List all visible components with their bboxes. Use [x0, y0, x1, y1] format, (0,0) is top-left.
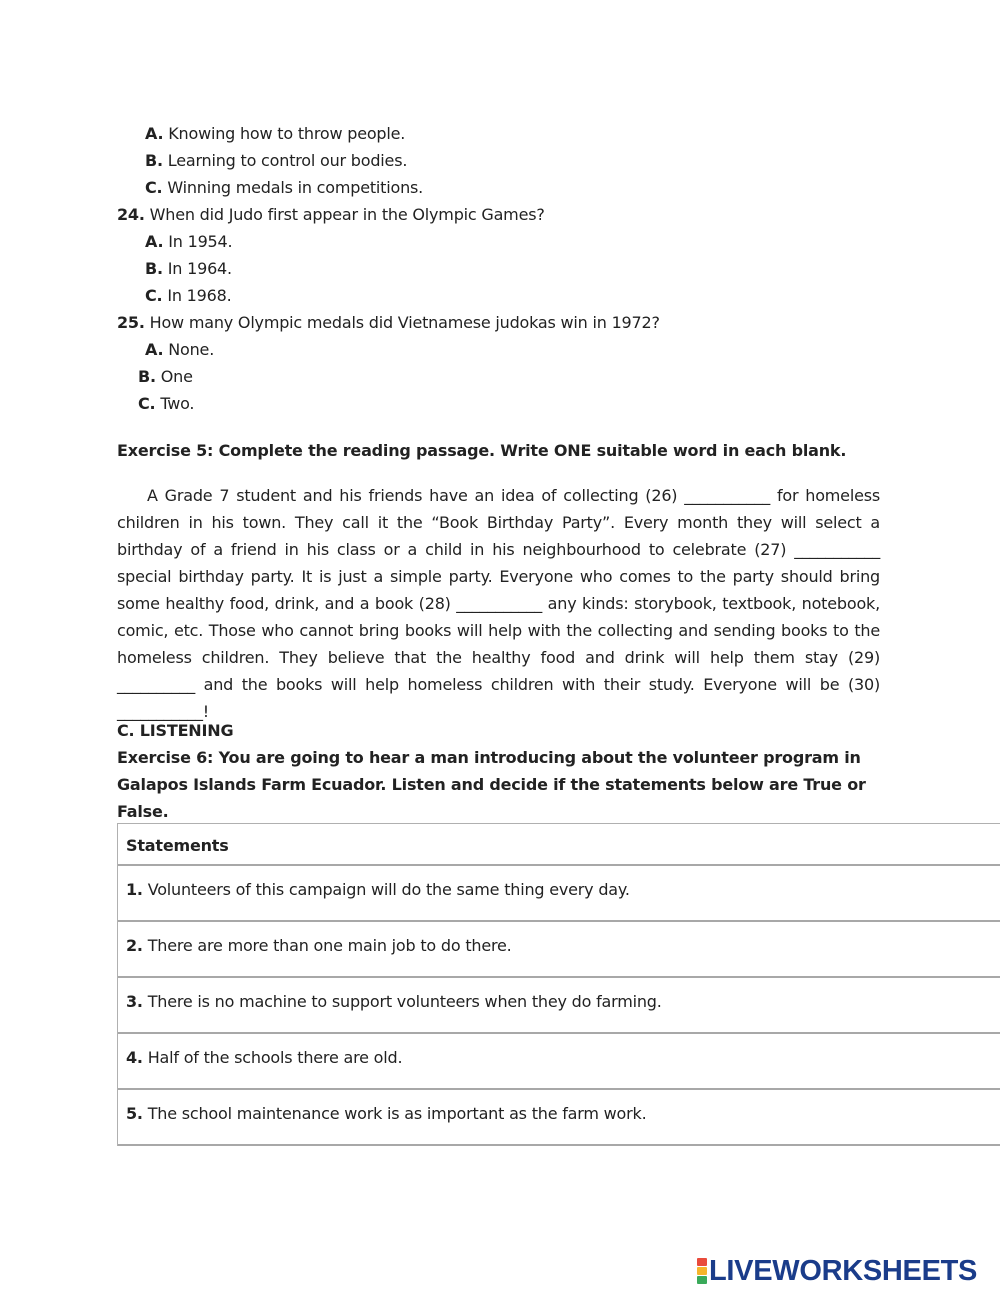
- exercise-6-heading-line-1: Exercise 6: You are going to hear a man introducing about the volunteer program in: [117, 748, 861, 767]
- question-number: 25.: [117, 313, 145, 332]
- option-text: Two.: [160, 394, 195, 413]
- option-text: In 1964.: [167, 259, 232, 278]
- logo-badge-icon: [697, 1258, 707, 1284]
- q23-option-c: [145, 178, 423, 198]
- question-text: How many Olympic medals did Vietnamese judokas win in 1972?: [149, 313, 660, 332]
- q25-option-a: [145, 340, 214, 360]
- option-text: One: [160, 367, 193, 386]
- option-text: Knowing how to throw people.: [168, 124, 406, 143]
- table-row: [118, 1090, 1000, 1146]
- q23-option-a: [145, 124, 405, 144]
- listening-section-title: C. LISTENING: [117, 721, 234, 740]
- question-number: 24.: [117, 205, 145, 224]
- q24-option-a: [145, 232, 232, 252]
- table-header: Statements: [118, 824, 1000, 866]
- exercise-5-passage: A Grade 7 student and his friends have an idea of collecting (26) ___________ for homeless children in his town. They call it the “Book Birthday Party”. Every month they will select a birthday of a friend in his class or a child in his neighbourhood to celebrate (27) ___________ special birthday party. It is just a simple party. Everyone who comes to the party should bring some healthy food, drink, and a book (28) ___________ any kinds: storybook, textbook, notebook, comic, etc. Those who cannot bring books will help with the collecting and sending books to the homeless children. They believe that the healthy food and drink will help them stay (29) __________ and the books will help homeless children with their study. Everyone will be (30) ___________!: [117, 486, 880, 721]
- option-text: In 1968.: [167, 286, 232, 305]
- logo-badge-square: [697, 1276, 707, 1284]
- statement-text: The school maintenance work is as important as the farm work.: [147, 1104, 647, 1123]
- statements-table: [117, 823, 1000, 1146]
- question-text: When did Judo first appear in the Olympic Games?: [149, 205, 545, 224]
- option-letter: C.: [138, 394, 156, 413]
- q25-option-c: [138, 394, 194, 414]
- option-letter: A.: [145, 124, 164, 143]
- liveworksheets-logo[interactable]: [697, 1255, 977, 1287]
- option-text: Learning to control our bodies.: [167, 151, 408, 170]
- option-text: In 1954.: [168, 232, 233, 251]
- logo-text: LIVEWORKSHEETS: [709, 1254, 978, 1287]
- statement-number: 4.: [126, 1048, 143, 1067]
- question-25: [117, 313, 660, 333]
- option-letter: A.: [145, 232, 164, 251]
- question-24: [117, 205, 545, 225]
- statement-number: 1.: [126, 880, 143, 899]
- q24-option-b: [145, 259, 232, 279]
- statement-text: There are more than one main job to do there.: [147, 936, 512, 955]
- statement-text: There is no machine to support volunteers when they do farming.: [147, 992, 662, 1011]
- option-letter: A.: [145, 340, 164, 359]
- logo-badge-square: [697, 1258, 707, 1266]
- statement-text: Half of the schools there are old.: [147, 1048, 403, 1067]
- option-letter: B.: [138, 367, 156, 386]
- q24-option-c: [145, 286, 231, 306]
- option-letter: B.: [145, 151, 163, 170]
- statement-number: 3.: [126, 992, 143, 1011]
- exercise-6-heading-line-3: False.: [117, 802, 169, 821]
- q23-option-b: [145, 151, 407, 171]
- option-letter: C.: [145, 286, 163, 305]
- option-letter: C.: [145, 178, 163, 197]
- logo-badge-square: [697, 1267, 707, 1275]
- exercise-5-heading: Exercise 5: Complete the reading passage. Write ONE suitable word in each blank.: [117, 441, 847, 460]
- table-row: [118, 1034, 1000, 1090]
- option-text: None.: [168, 340, 215, 359]
- table-row: [118, 866, 1000, 922]
- statement-number: 5.: [126, 1104, 143, 1123]
- q25-option-b: [138, 367, 193, 387]
- exercise-6-heading-line-2: Galapos Islands Farm Ecuador. Listen and decide if the statements below are True or: [117, 775, 866, 794]
- statement-text: Volunteers of this campaign will do the same thing every day.: [147, 880, 630, 899]
- option-letter: B.: [145, 259, 163, 278]
- option-text: Winning medals in competitions.: [167, 178, 424, 197]
- table-row: [118, 922, 1000, 978]
- statement-number: 2.: [126, 936, 143, 955]
- table-row: [118, 978, 1000, 1034]
